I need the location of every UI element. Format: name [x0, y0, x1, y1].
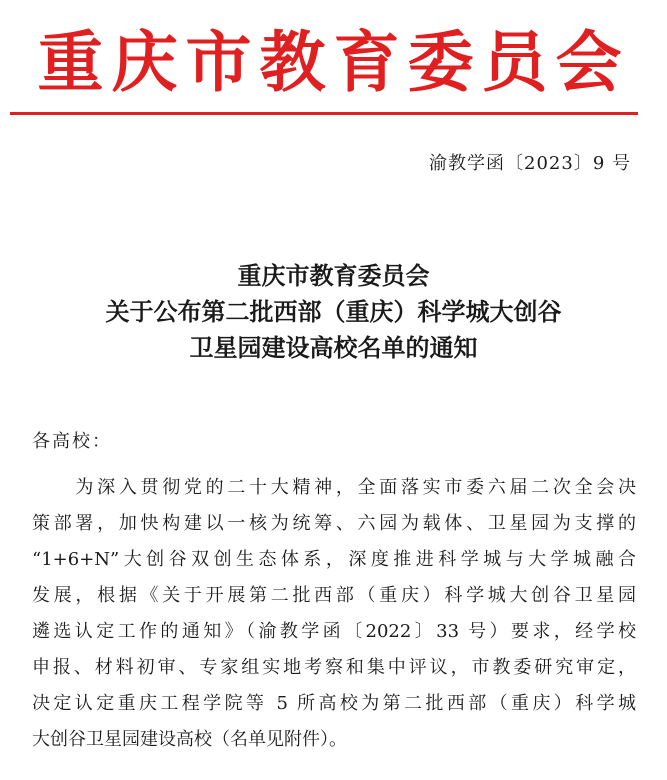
title-line-1: 重庆市教育委员会 [237, 261, 430, 290]
letterhead-title: 重庆市教育委员会 [37, 24, 630, 101]
document-number: 渝教学函〔2023〕9 号 [429, 153, 631, 174]
body-line: “1+6+N”大创谷双创生态体系，深度推进科学城与大学城融合 [32, 549, 636, 570]
letterhead-divider [10, 112, 638, 115]
body-line: 遴选认定工作的通知》（渝教学函〔2022〕33 号）要求，经学校 [32, 621, 636, 642]
body-line: 申报、材料初审、专家组实地考察和集中评议，市教委研究审定， [32, 657, 636, 678]
title-line-2: 关于公布第二批西部（重庆）科学城大创谷 [105, 297, 562, 326]
body-line: 发展，根据《关于开展第二批西部（重庆）科学城大创谷卫星园 [32, 585, 636, 606]
body-line: 策部署，加快构建以一核为统筹、六园为载体、卫星园为支撑的 [32, 513, 636, 534]
body-line: 决定认定重庆工程学院等 5 所高校为第二批西部（重庆）科学城 [32, 693, 636, 714]
body-line: 为深入贯彻党的二十大精神，全面落实市委六届二次全会决 [32, 477, 636, 498]
notice-title [0, 258, 667, 366]
title-line-3: 卫星园建设高校名单的通知 [189, 333, 478, 362]
salutation: 各高校： [32, 431, 112, 452]
body-line: 大创谷卫星园建设高校（名单见附件）。 [32, 729, 347, 750]
body-paragraph [32, 470, 636, 758]
